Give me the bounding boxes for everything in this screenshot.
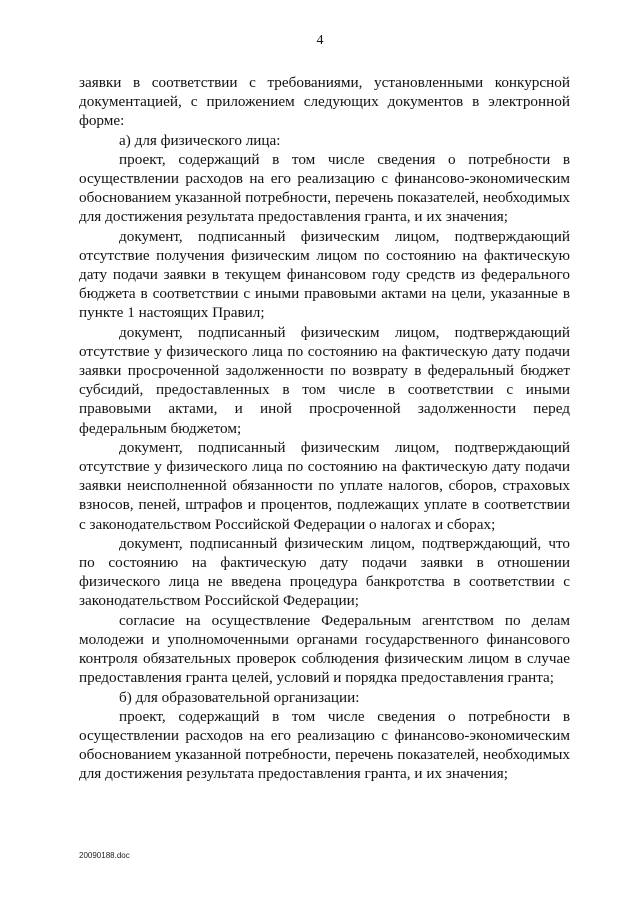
footer-filename: 20090188.doc (79, 851, 130, 860)
paragraph-continuation: заявки в соответствии с требованиями, установленными конкурсной документацией, с приложением следующих документов в электронной форме: (79, 74, 570, 130)
paragraph-no-overdue-debt: документ, подписанный физическим лицом, подтверждающий отсутствие у физического лица по состоянию на фактическую дату подачи заявки просроченной задолженности по возврату в федеральный бюджет субсидий, предоставленных в том числе в соответствии с иными правовыми актами, и иной просроченной задолженности перед федеральным бюджетом; (79, 323, 570, 437)
paragraph-no-federal-funds: документ, подписанный физическим лицом, подтверждающий отсутствие получения физическим лицом по состоянию на фактическую дату подачи заявки в текущем финансовом году средств из федерального бюджета в соответствии с иными правовыми актами на цели, указанные в пункте 1 настоящих Правил; (79, 227, 570, 322)
paragraph-subheading-individual: а) для физического лица: (119, 131, 281, 149)
paragraph-subheading-organization: б) для образовательной организации: (119, 688, 360, 706)
paragraph-project-organization: проект, содержащий в том числе сведения о потребности в осуществлении расходов на его реализацию с финансово-экономическим обоснованием указанной потребности, перечень показателей, необходимых для достижения результата предоставления гранта, и их значения; (79, 707, 570, 783)
document-body (79, 73, 570, 784)
paragraph-no-tax-arrears: документ, подписанный физическим лицом, подтверждающий отсутствие у физического лица по состоянию на фактическую дату подачи заявки неисполненной обязанности по уплате налогов, сборов, страховых взносов, пеней, штрафов и процентов, подлежащих уплате в соответствии с законодательством Российской Федерации о налогах и сборах; (79, 438, 570, 533)
paragraph-no-bankruptcy: документ, подписанный физическим лицом, подтверждающий, что по состоянию на фактическую дату подачи заявки в отношении физического лица не введена процедура банкротства в соответствии с законодательством Российской Федерации; (79, 534, 570, 610)
paragraph-consent: согласие на осуществление Федеральным агентством по делам молодежи и уполномоченными органами государственного финансового контроля обязательных проверок соблюдения физическим лицом в случае предоставления гранта целей, условий и порядка предоставления гранта; (79, 611, 570, 687)
paragraph-project: проект, содержащий в том числе сведения о потребности в осуществлении расходов на его реализацию с финансово-экономическим обоснованием указанной потребности, перечень показателей, необходимых для достижения результата предоставления гранта, и их значения; (79, 150, 570, 226)
page-number: 4 (316, 33, 324, 48)
